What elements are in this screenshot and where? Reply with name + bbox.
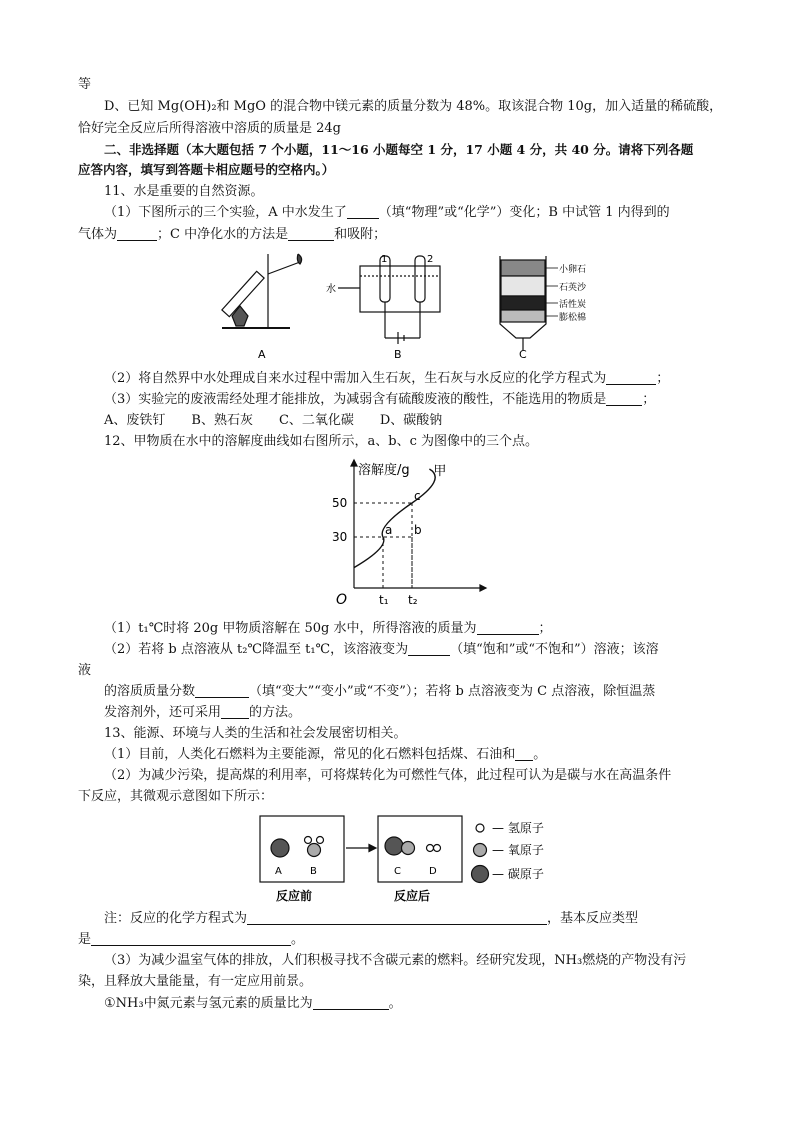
text-line: 恰好完全反应后所得溶液中溶质的质量是 24g: [78, 121, 341, 136]
oxygen-atom-icon: [402, 842, 415, 855]
text-line: [104, 995, 402, 1013]
text-line: [104, 620, 552, 638]
answer-blank: [117, 226, 157, 241]
hydrogen-atom-icon: [427, 845, 434, 852]
section-heading: 应答内容，填写到答题卡相应题号的空格内。）: [78, 162, 335, 177]
layer-label: 石英沙: [559, 283, 587, 293]
label-a: A: [258, 348, 266, 361]
x-axis-arrow: [480, 585, 486, 591]
text: ，基本反应类型: [547, 911, 639, 926]
text: （填“物理”或“化学”）变化；B 中试管 1 内得到的: [378, 205, 670, 220]
text-line: [104, 391, 655, 409]
molecule-c-label: C: [394, 866, 401, 877]
text-line: D、已知 Mg(OH)₂和 MgO 的混合物中镁元素的质量分数为 48%。取该混合物 10g，加入适量的稀硫酸，: [104, 99, 723, 114]
text: 的溶质质量分数: [104, 684, 196, 699]
text: 气体为: [78, 227, 118, 242]
point-label: b: [414, 523, 422, 537]
text: ；: [642, 392, 656, 407]
label-b: B: [394, 348, 402, 361]
legend-oxygen-icon: [474, 844, 487, 857]
question-13: 13、能源、环境与人类的生活和社会发展密切相关。: [104, 726, 407, 741]
legend-carbon-icon: [472, 866, 489, 883]
text: （3）实验完的废液需经处理才能排放，为减弱含有硫酸废液的酸性，不能选用的物质是: [104, 392, 607, 407]
apparatus-c: [500, 256, 558, 350]
section-heading: 二、非选择题（本大题包括 7 个小题，11～16 小题每空 1 分，17 小题 4 分，共 40 分。请将下列各题: [104, 142, 694, 157]
text: （填“饱和”或“不饱和”）溶液；该溶: [450, 642, 659, 657]
answer-blank: [247, 910, 547, 925]
question-11: 11、水是重要的自然资源。: [104, 184, 264, 199]
x-tick-label: t₂: [408, 593, 418, 607]
text-line: [104, 683, 655, 701]
curve-jia: [354, 469, 435, 568]
point-label: a: [385, 523, 393, 537]
text: 的方法。: [249, 705, 302, 720]
text: ；: [538, 621, 552, 636]
answer-blank: [91, 931, 291, 946]
y-axis-label: 溶解度/g: [358, 463, 410, 478]
carbon-atom-icon: [385, 837, 403, 855]
before-label: 反应前: [276, 889, 313, 903]
answer-blank: [408, 641, 450, 656]
text: ；C 中净化水的方法是: [157, 227, 289, 242]
text-line: （2）为减少污染，提高煤的利用率，可将煤转化为可燃性气体，此过程可认为是碳与水在高温条件: [104, 768, 672, 783]
series-label: 甲: [433, 464, 447, 479]
text-line: [104, 746, 546, 764]
text-line: [104, 704, 301, 722]
water-label: 水: [326, 284, 336, 295]
answer-blank: [195, 683, 249, 698]
y-tick-label: 50: [332, 496, 348, 510]
text: （2）若将 b 点溶液从 t₂℃降温至 t₁℃，该溶液变为: [104, 642, 409, 657]
tube-2-label: 2: [427, 254, 434, 265]
text: 发溶剂外，还可采用: [104, 705, 222, 720]
layer-label: 膨松棉: [559, 313, 587, 323]
text-line: [78, 226, 386, 244]
molecule-b-label: B: [310, 866, 317, 877]
text: （2）将自然界中水处理成自来水过程中需加入生石灰，生石灰与水反应的化学方程式为: [104, 371, 607, 386]
y-axis-arrow: [351, 460, 357, 466]
text-line: [78, 931, 304, 949]
text: 注：反应的化学方程式为: [104, 911, 248, 926]
arrowhead-icon: [369, 845, 376, 852]
options-line: A、废铁钉 B、熟石灰 C、二氧化碳 D、碳酸钠: [104, 413, 443, 428]
text: （1）t₁℃时将 20g 甲物质溶解在 50g 水中，所得溶液的质量为: [104, 621, 477, 636]
answer-blank: [606, 391, 642, 406]
text-line: 等: [78, 77, 92, 92]
text: 。: [533, 747, 547, 762]
text-line: [104, 910, 638, 928]
answer-blank: [606, 370, 656, 385]
layer-label: 活性炭: [559, 300, 587, 310]
after-label: 反应后: [394, 889, 431, 903]
text: 。: [291, 932, 305, 947]
y-tick-label: 30: [332, 530, 348, 544]
legend-carbon: — 碳原子: [492, 867, 544, 881]
tube-1-label: 1: [381, 254, 388, 265]
answer-blank: [221, 704, 249, 719]
reaction-diagram: [258, 812, 578, 904]
answer-blank: [515, 746, 533, 761]
text: 。: [388, 996, 402, 1011]
text: ①NH₃中氮元素与氢元素的质量比为: [104, 996, 313, 1011]
hydrogen-atom-icon: [317, 837, 324, 844]
text: （填“变大”“变小”或“不变”）；若将 b 点溶液变为 C 点溶液，除恒温蒸: [249, 684, 656, 699]
molecule-a-label: A: [275, 866, 282, 877]
text: （1）下图所示的三个实验，A 中水发生了: [104, 205, 347, 220]
text-line: 染，且释放大量能量，有一定应用前景。: [78, 974, 313, 989]
legend-hydrogen: — 氢原子: [492, 821, 544, 835]
origin-label: O: [336, 592, 348, 608]
text-line: [104, 641, 659, 659]
x-tick-label: t₁: [379, 593, 389, 607]
text: 是: [78, 932, 92, 947]
label-c: C: [519, 348, 527, 361]
layer-label: 小卵石: [559, 265, 587, 275]
text: （1）目前，人类化石燃料为主要能源，常见的化石燃料包括煤、石油和: [104, 747, 516, 762]
point-label: c: [414, 489, 421, 503]
text-line: 下反应，其微观示意图如下所示：: [78, 789, 274, 804]
carbon-atom-icon: [271, 839, 289, 857]
apparatus-a: [222, 254, 302, 328]
text: 和吸附；: [334, 227, 387, 242]
question-12: 12、甲物质在水中的溶解度曲线如右图所示，a、b、c 为图像中的三个点。: [104, 434, 539, 449]
text-line: 液: [78, 663, 92, 678]
apparatus-figure: [210, 246, 590, 366]
answer-blank: [313, 995, 389, 1010]
text-line: [104, 370, 669, 388]
oxygen-atom-icon: [308, 844, 321, 857]
answer-blank: [347, 204, 379, 219]
molecule-d-label: D: [429, 866, 437, 877]
apparatus-b: [338, 256, 440, 344]
text: ；: [656, 371, 670, 386]
text-line: （3）为减少温室气体的排放，人们积极寻找不含碳元素的燃料。经研究发现，NH₃燃烧的产物没有污: [104, 953, 687, 968]
answer-blank: [288, 226, 334, 241]
hydrogen-atom-icon: [305, 837, 312, 844]
text-line: [104, 204, 670, 222]
solubility-chart: [326, 454, 496, 616]
legend-oxygen: — 氧原子: [492, 843, 544, 857]
answer-blank: [477, 620, 539, 635]
legend-hydrogen-icon: [476, 824, 484, 832]
hydrogen-atom-icon: [434, 845, 441, 852]
